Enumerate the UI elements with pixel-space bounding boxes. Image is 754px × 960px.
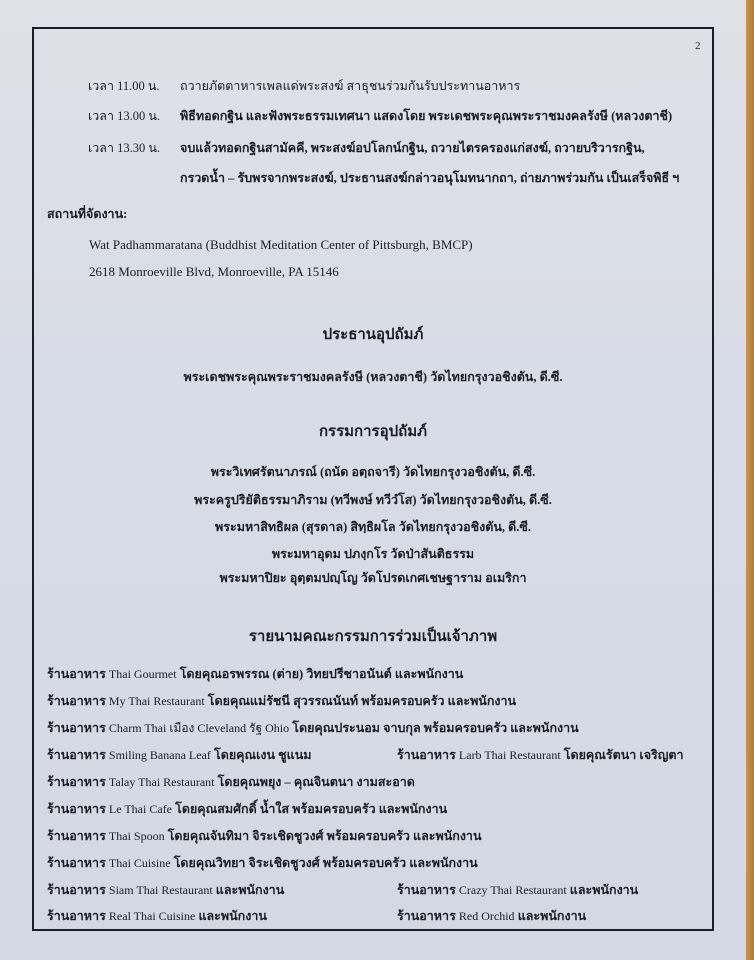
schedule-time: เวลา 13.30 น.: [88, 141, 161, 155]
wooden-table-edge: [746, 0, 754, 960]
host-entry: ร้านอาหาร Smiling Banana Leaf โดยคุณเงน ชูแนม: [47, 748, 312, 762]
schedule-continuation: กรวดน้ำ – รับพรจากพระสงฆ์, ประธานสงฆ์กล่าวอนุโมทนากถา, ถ่ายภาพร่วมกัน เป็นเสร็จพิธี ฯ: [180, 171, 680, 185]
host-entry: ร้านอาหาร Larb Thai Restaurant โดยคุณรัตนา เจริญตา: [397, 748, 684, 762]
schedule-time: เวลา 13.00 น.: [88, 109, 161, 123]
host-entry: ร้านอาหาร Real Thai Cuisine และพนักงาน: [47, 909, 267, 923]
venue-address: 2618 Monroeville Blvd, Monroeville, PA 15146: [89, 264, 339, 279]
schedule-desc: จบแล้วทอดกฐินสามัคคี, พระสงฆ์อปโลกน์กฐิน, ถวายไตรครองแก่สงฆ์, ถวายบริวารกฐิน,: [180, 141, 645, 155]
committee-member: พระมหาปิยะ อุตฺตมปญฺโญ วัดโปรดเกศเชษฐาราม อเมริกา: [219, 571, 527, 585]
host-entry: ร้านอาหาร Red Orchid และพนักงาน: [397, 909, 587, 923]
schedule-row: [88, 76, 520, 96]
venue-label: สถานที่จัดงาน:: [47, 207, 128, 221]
host-entry: ร้านอาหาร Crazy Thai Restaurant และพนักงาน: [397, 883, 639, 897]
schedule-time: เวลา 11.00 น.: [88, 79, 160, 93]
schedule-row: [88, 106, 672, 126]
committee-member: พระครูปริยัติธรรมาภิราม (ทวีพงษ์ ทวีวํโส) วัดไทยกรุงวอชิงตัน, ดี.ซี.: [194, 493, 552, 507]
committee-member: พระมหาสิทธิผล (สุรดาล) สิทฺธิผโล วัดไทยกรุงวอชิงตัน, ดี.ซี.: [215, 520, 531, 534]
host-entry: ร้านอาหาร Talay Thai Restaurant โดยคุณพยุง – คุณจินตนา งามสะอาด: [47, 775, 415, 789]
page-number: 2: [695, 40, 701, 52]
host-entry: ร้านอาหาร Thai Gourmet โดยคุณอรพรรณ (ต่าย) วิทยปรีชาอนันต์ และพนักงาน: [47, 667, 464, 681]
committee-heading: กรรมการอุปถัมภ์: [318, 424, 428, 440]
schedule-row: [88, 138, 645, 158]
schedule-desc: พิธีทอดกฐิน และฟังพระธรรมเทศนา แสดงโดย พระเดชพระคุณพระราชมงคลรังษี (หลวงตาชี): [180, 109, 673, 123]
host-entry: ร้านอาหาร Siam Thai Restaurant และพนักงาน: [47, 883, 285, 897]
committee-member: พระมหาอุดม ปภงฺกโร วัดป่าสันติธรรม: [271, 547, 475, 561]
patron-heading: ประธานอุปถัมภ์: [322, 327, 424, 343]
venue-name: Wat Padhammaratana (Buddhist Meditation Center of Pittsburgh, BMCP): [89, 237, 473, 252]
schedule-desc: ถวายภัตตาหารเพลแด่พระสงฆ์ สาธุชนร่วมกันรับประทานอาหาร: [180, 79, 521, 93]
host-entry: ร้านอาหาร Charm Thai เมือง Cleveland รัฐ Ohio โดยคุณประนอม จาบกุล พร้อมครอบครัว และพนักงาน: [47, 721, 579, 735]
hosts-heading: รายนามคณะกรรมการร่วมเป็นเจ้าภาพ: [248, 629, 498, 645]
host-entry: ร้านอาหาร Thai Spoon โดยคุณจันทิมา จิระเชิดชูวงศ์ พร้อมครอบครัว และพนักงาน: [47, 829, 482, 843]
committee-member: พระวิเทศรัตนาภรณ์ (ถนัด อตฺถจารี) วัดไทยกรุงวอชิงตัน, ดี.ซี.: [210, 465, 536, 479]
patron-name: พระเดชพระคุณพระราชมงคลรังษี (หลวงตาชี) วัดไทยกรุงวอชิงตัน, ดี.ซี.: [183, 370, 563, 384]
host-entry: ร้านอาหาร My Thai Restaurant โดยคุณแม่รัชนี สุวรรณนันท์ พร้อมครอบครัว และพนักงาน: [47, 694, 517, 708]
host-entry: ร้านอาหาร Le Thai Cafe โดยคุณสมศักดิ์ น้ำใส พร้อมครอบครัว และพนักงาน: [47, 802, 448, 816]
host-entry: ร้านอาหาร Thai Cuisine โดยคุณวิทยา จิระเชิดชูวงศ์ พร้อมครอบครัว และพนักงาน: [47, 856, 478, 870]
